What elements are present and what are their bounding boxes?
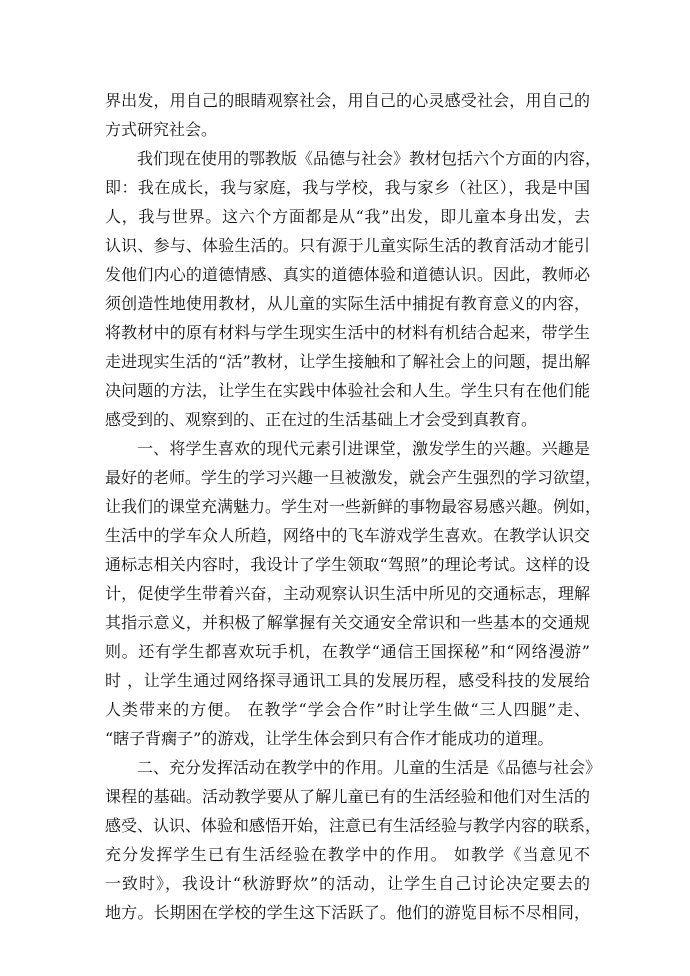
text-line: 方式研究社会。 bbox=[105, 120, 218, 139]
text-line: 将教材中的原有材料与学生现实生活中的材料有机结合起来，带学生 bbox=[105, 323, 590, 342]
text-line: 走进现实生活的“活”教材，让学生接触和了解社会上的问题，提出解 bbox=[105, 352, 590, 371]
text-line: 地方。长期困在学校的学生这下活跃了。他们的游览目标不尽相同， bbox=[105, 903, 590, 922]
text-line: 二、充分发挥活动在教学中的作用。儿童的生活是《品德与社会》 bbox=[137, 758, 602, 777]
text-line: 计，促使学生带着兴奋，主动观察认识生活中所见的交通标志，理解 bbox=[105, 584, 590, 603]
text-line: 通标志相关内容时，我设计了学生领取“驾照”的理论考试。这样的设 bbox=[105, 555, 590, 574]
text-line: 课程的基础。活动教学要从了解儿童已有的生活经验和他们对生活的 bbox=[105, 787, 590, 806]
text-line: 充分发挥学生已有生活经验在教学中的作用。 如教学《当意见不 bbox=[105, 845, 590, 864]
text-line: 生活中的学车众人所趋，网络中的飞车游戏学生喜欢。在教学认识交 bbox=[105, 526, 590, 545]
text-line: 认识、参与、体验生活的。只有源于儿童实际生活的教育活动才能引 bbox=[105, 236, 590, 255]
text-line: 感受、认识、体验和感悟开始，注意已有生活经验与教学内容的联系， bbox=[105, 816, 602, 835]
text-line: 一、将学生喜欢的现代元素引进课堂，激发学生的兴趣。兴趣是 bbox=[137, 439, 590, 458]
text-line: 最好的老师。学生的学习兴趣一旦被激发，就会产生强烈的学习欲望， bbox=[105, 468, 602, 487]
text-line: 界出发，用自己的眼睛观察社会，用自己的心灵感受社会，用自己的 bbox=[105, 91, 590, 110]
text-line: 我们现在使用的鄂教版《品德与社会》教材包括六个方面的内容， bbox=[137, 149, 602, 168]
text-line: 人类带来的方便。 在教学“学会合作”时让学生做“三人四腿”走、 bbox=[105, 700, 590, 719]
text-line: 感受到的、观察到的、正在过的生活基础上才会受到真教育。 bbox=[105, 410, 538, 429]
text-line: 其指示意义，并积极了解掌握有关交通安全常识和一些基本的交通规 bbox=[105, 613, 590, 632]
text-line: “瞎子背瘸子”的游戏，让学生体会到只有合作才能成功的道理。 bbox=[105, 729, 554, 748]
text-line: 人，我与世界。这六个方面都是从“我”出发，即儿童本身出发，去 bbox=[105, 207, 590, 226]
body-text bbox=[105, 86, 602, 927]
text-line: 让我们的课堂充满魅力。学生对一些新鲜的事物最容易感兴趣。例如， bbox=[105, 497, 602, 516]
text-line: 须创造性地使用教材，从儿童的实际生活中捕捉有教育意义的内容， bbox=[105, 294, 590, 313]
text-line: 则。还有学生都喜欢玩手机，在教学“通信王国探秘”和“网络漫游” bbox=[105, 642, 590, 661]
text-line: 时 ，让学生通过网络探寻通讯工具的发展历程，感受科技的发展给 bbox=[105, 671, 590, 690]
text-line: 决问题的方法，让学生在实践中体验社会和人生。学生只有在他们能 bbox=[105, 381, 590, 400]
text-line: 即：我在成长，我与家庭，我与学校，我与家乡（社区），我是中国 bbox=[105, 178, 590, 197]
text-line: 一致时》，我设计“秋游野炊”的活动，让学生自己讨论决定要去的 bbox=[105, 874, 590, 893]
text-line: 发他们内心的道德情感、真实的道德体验和道德认识。因此，教师必 bbox=[105, 265, 590, 284]
